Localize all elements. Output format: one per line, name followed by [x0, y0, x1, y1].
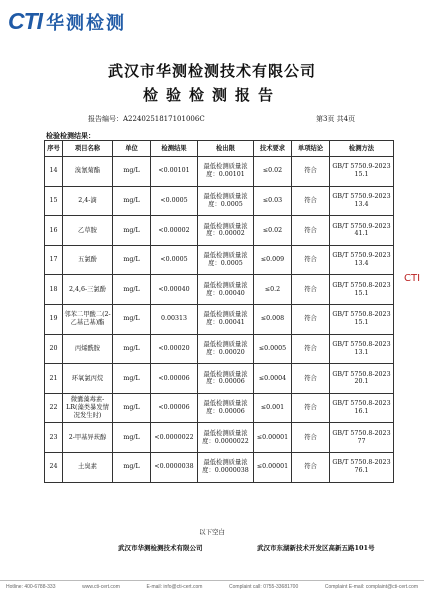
table-row — [45, 393, 394, 423]
detection-limit-cell: 最低检测质量浓度：0.0000022 — [198, 423, 254, 453]
row-number-cell: 21 — [45, 364, 63, 394]
website: www.cti-cert.com — [82, 583, 120, 590]
table-row — [45, 275, 394, 305]
row-number-cell: 22 — [45, 393, 63, 423]
verdict-cell: 符合 — [292, 186, 330, 216]
requirement-cell: ≤0.2 — [254, 275, 292, 305]
item-name-cell: 2-甲基异莰醇 — [63, 423, 113, 453]
requirement-cell: ≤0.00001 — [254, 423, 292, 453]
result-cell: <0.00101 — [151, 157, 198, 187]
table-row — [45, 186, 394, 216]
table-row — [45, 304, 394, 334]
method-cell: GB/T 5750.8-2023 15.1 — [330, 275, 394, 305]
report-title: 检验检测报告 — [142, 86, 281, 104]
table-row — [45, 157, 394, 187]
company-logo — [8, 8, 126, 35]
item-name-cell: 邻苯二甲酸二(2-乙基己基)酯 — [63, 304, 113, 334]
complaint-call: Complaint call: 0755-33681700 — [229, 583, 299, 590]
method-cell: GB/T 5750.9-2023 13.4 — [330, 245, 394, 275]
row-number-cell: 24 — [45, 452, 63, 482]
unit-cell: mg/L — [113, 452, 151, 482]
detection-limit-cell: 最低检测质量浓度：0.00040 — [198, 275, 254, 305]
result-cell: <0.0000038 — [151, 452, 198, 482]
detection-limit-cell: 最低检测质量浓度：0.0000038 — [198, 452, 254, 482]
column-header-no: 序号 — [45, 141, 63, 157]
column-header-verdict: 单项结论 — [292, 141, 330, 157]
item-name-cell: 微囊藻毒素-LR(藻类暴发情况发生时) — [63, 393, 113, 423]
seal-text: CTI — [404, 273, 421, 284]
report-number: 报告编号：A2240251817101006C — [88, 115, 205, 123]
method-cell: GB/T 5750.9-2023 41.1 — [330, 216, 394, 246]
table-row — [45, 334, 394, 364]
table-row — [45, 245, 394, 275]
seal-stamp — [404, 270, 421, 287]
footer-address: 武汉市东湖新技术开发区高新五路101号 — [257, 544, 375, 552]
row-number-cell: 17 — [45, 245, 63, 275]
requirement-cell: ≤0.02 — [254, 216, 292, 246]
method-cell: GB/T 5750.8-2023 77 — [330, 423, 394, 453]
unit-cell: mg/L — [113, 186, 151, 216]
result-cell: 0.00313 — [151, 304, 198, 334]
item-name-cell: 丙烯酰胺 — [63, 334, 113, 364]
company-title: 武汉市华测检测技术有限公司 — [107, 62, 316, 80]
column-header-item: 项目名称 — [63, 141, 113, 157]
page-number: 第3页 共4页 — [316, 115, 356, 123]
method-cell: GB/T 5750.8-2023 13.1 — [330, 334, 394, 364]
item-name-cell: 五氯酚 — [63, 245, 113, 275]
email: E-mail: info@cti-cert.com — [146, 583, 203, 590]
item-name-cell: 2,4-滴 — [63, 186, 113, 216]
item-name-cell: 土臭素 — [63, 452, 113, 482]
requirement-cell: ≤0.009 — [254, 245, 292, 275]
result-cell: <0.0005 — [151, 245, 198, 275]
table-row — [45, 364, 394, 394]
result-cell: <0.0000022 — [151, 423, 198, 453]
verdict-cell: 符合 — [292, 216, 330, 246]
verdict-cell: 符合 — [292, 334, 330, 364]
hotline: Hotline: 400-6788-333 — [6, 583, 56, 590]
requirement-cell: ≤0.001 — [254, 393, 292, 423]
unit-cell: mg/L — [113, 157, 151, 187]
verdict-cell: 符合 — [292, 157, 330, 187]
section-label: 检验检测结果： — [46, 131, 95, 140]
verdict-cell: 符合 — [292, 245, 330, 275]
detection-limit-cell: 最低检测质量浓度：0.00101 — [198, 157, 254, 187]
requirement-cell: ≤0.00001 — [254, 452, 292, 482]
unit-cell: mg/L — [113, 334, 151, 364]
method-cell: GB/T 5750.8-2023 76.1 — [330, 452, 394, 482]
logo-text: 华测检测 — [46, 12, 127, 34]
verdict-cell: 符合 — [292, 364, 330, 394]
result-cell: <0.00006 — [151, 393, 198, 423]
unit-cell: mg/L — [113, 216, 151, 246]
result-cell: <0.00020 — [151, 334, 198, 364]
unit-cell: mg/L — [113, 423, 151, 453]
requirement-cell: ≤0.02 — [254, 157, 292, 187]
unit-cell: mg/L — [113, 304, 151, 334]
column-header-result: 检测结果 — [151, 141, 198, 157]
table-row — [45, 452, 394, 482]
verdict-cell: 符合 — [292, 393, 330, 423]
detection-limit-cell: 最低检测质量浓度：0.00041 — [198, 304, 254, 334]
unit-cell: mg/L — [113, 393, 151, 423]
row-number-cell: 20 — [45, 334, 63, 364]
item-name-cell: 环氧氯丙烷 — [63, 364, 113, 394]
method-cell: GB/T 5750.8-2023 16.1 — [330, 393, 394, 423]
result-cell: <0.00040 — [151, 275, 198, 305]
contact-bar — [0, 580, 424, 592]
result-cell: <0.00002 — [151, 216, 198, 246]
requirement-cell: ≤0.0005 — [254, 334, 292, 364]
column-header-limit: 检出限 — [198, 141, 254, 157]
requirement-cell: ≤0.0004 — [254, 364, 292, 394]
results-table — [44, 140, 394, 483]
detection-limit-cell: 最低检测质量浓度：0.0005 — [198, 186, 254, 216]
result-cell: <0.00006 — [151, 364, 198, 394]
column-header-requirement: 技术要求 — [254, 141, 292, 157]
verdict-cell: 符合 — [292, 275, 330, 305]
logo-mark: CTI — [8, 8, 43, 34]
table-header-row — [45, 141, 394, 157]
detection-limit-cell: 最低检测质量浓度：0.00002 — [198, 216, 254, 246]
item-name-cell: 溴氰菊酯 — [63, 157, 113, 187]
row-number-cell: 14 — [45, 157, 63, 187]
detection-limit-cell: 最低检测质量浓度：0.00020 — [198, 334, 254, 364]
method-cell: GB/T 5750.9-2023 15.1 — [330, 157, 394, 187]
detection-limit-cell: 最低检测质量浓度：0.00006 — [198, 393, 254, 423]
table-row — [45, 423, 394, 453]
requirement-cell: ≤0.008 — [254, 304, 292, 334]
verdict-cell: 符合 — [292, 304, 330, 334]
method-cell: GB/T 5750.9-2023 13.4 — [330, 186, 394, 216]
footer-company: 武汉市华测检测技术有限公司 — [118, 544, 203, 552]
row-number-cell: 15 — [45, 186, 63, 216]
end-of-table-note: 以下空白 — [199, 528, 225, 536]
row-number-cell: 23 — [45, 423, 63, 453]
unit-cell: mg/L — [113, 245, 151, 275]
column-header-method: 检测方法 — [330, 141, 394, 157]
table-row — [45, 216, 394, 246]
method-cell: GB/T 5750.8-2023 15.1 — [330, 304, 394, 334]
row-number-cell: 18 — [45, 275, 63, 305]
column-header-unit: 单位 — [113, 141, 151, 157]
verdict-cell: 符合 — [292, 423, 330, 453]
item-name-cell: 2,4,6-三氯酚 — [63, 275, 113, 305]
unit-cell: mg/L — [113, 364, 151, 394]
item-name-cell: 乙草胺 — [63, 216, 113, 246]
complaint-email: Complaint E-mail: complaint@cti-cert.com — [324, 583, 418, 590]
requirement-cell: ≤0.03 — [254, 186, 292, 216]
unit-cell: mg/L — [113, 275, 151, 305]
detection-limit-cell: 最低检测质量浓度：0.00006 — [198, 364, 254, 394]
detection-limit-cell: 最低检测质量浓度：0.0005 — [198, 245, 254, 275]
method-cell: GB/T 5750.8-2023 20.1 — [330, 364, 394, 394]
row-number-cell: 16 — [45, 216, 63, 246]
verdict-cell: 符合 — [292, 452, 330, 482]
result-cell: <0.0005 — [151, 186, 198, 216]
row-number-cell: 19 — [45, 304, 63, 334]
